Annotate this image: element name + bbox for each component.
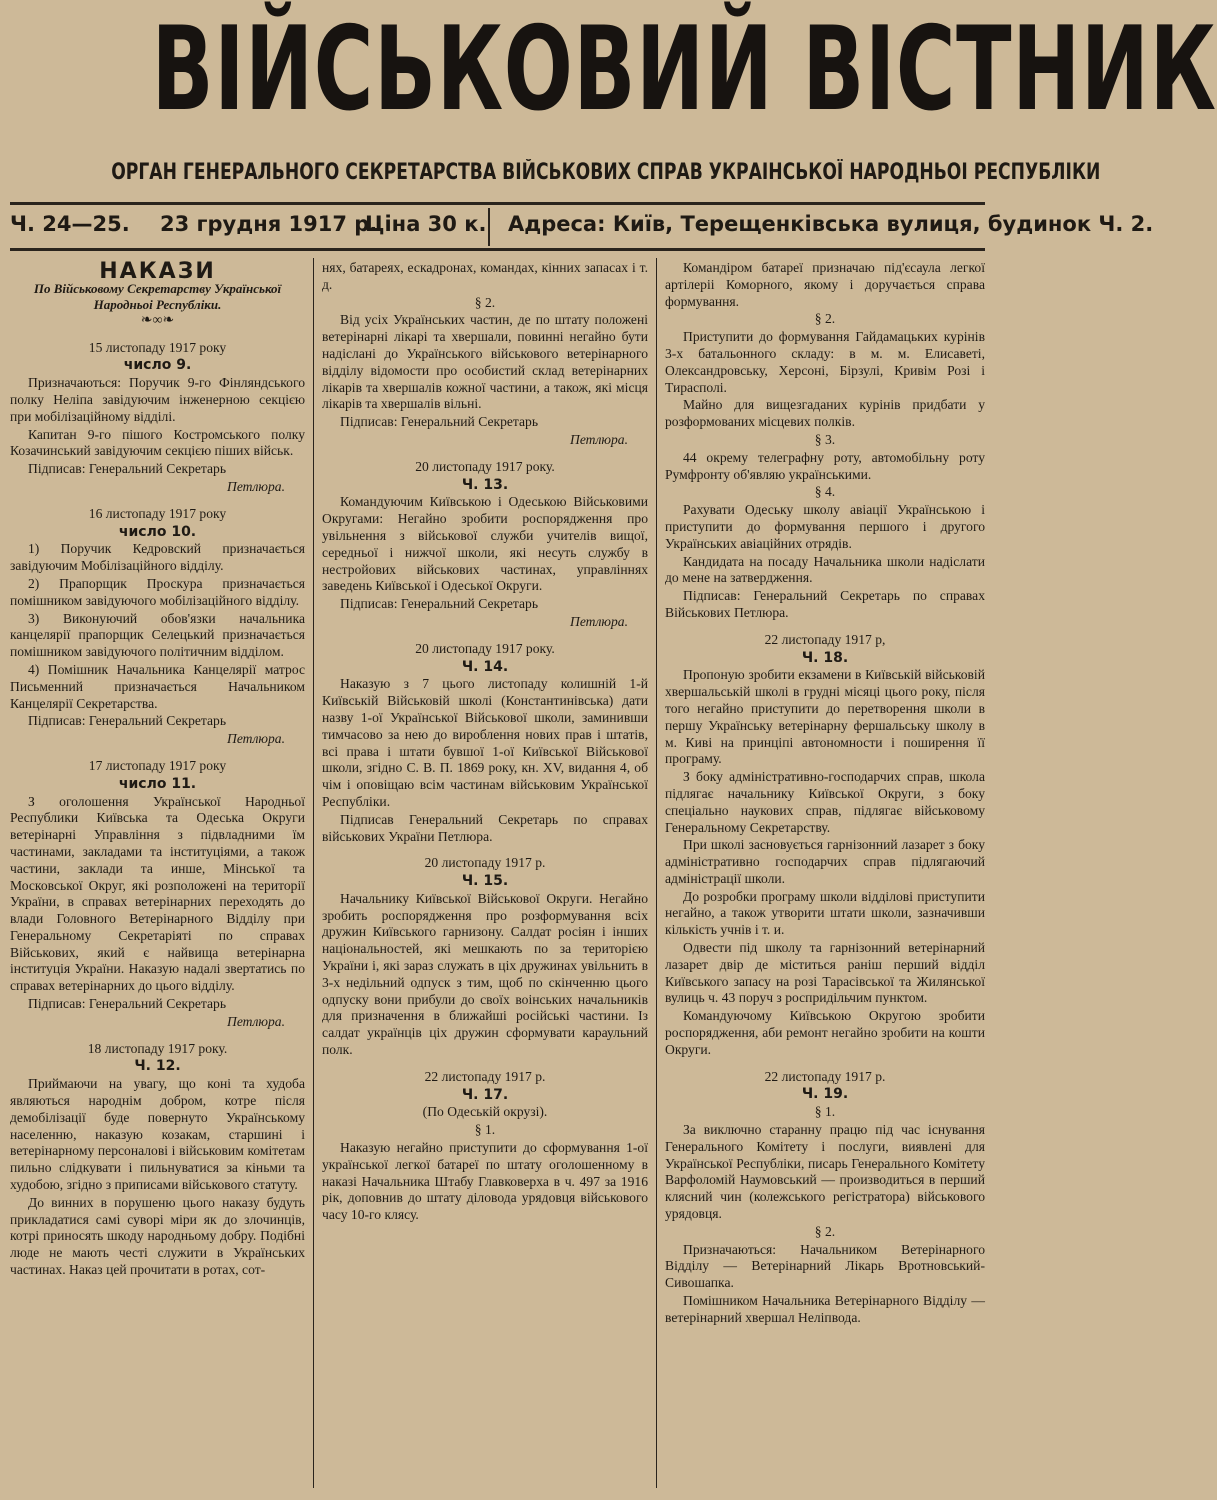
order-text: 4) Помішник Начальника Канцелярії матрос Письменний призначається Начальником Канцелярії Секретарства. xyxy=(10,661,305,711)
paragraph-mark: § 1. xyxy=(474,1122,496,1138)
signatory-name: Петлюра. xyxy=(227,731,285,747)
order-date: 20 листопаду 1917 р. xyxy=(424,855,546,871)
top-rule xyxy=(10,202,985,205)
order-number: Ч. 19. xyxy=(801,1086,849,1103)
order-text: 1) Поручик Кедровский призначається завідуючим Мобілізаційного відділу. xyxy=(10,541,305,574)
order-text: Приступити до формування Гайдамацьких курінів 3-х батальонного складу: в м. м. Елисаветі, Олександровську, Херсоні, Бірзулі, Кривім Розі і Тирасполі. xyxy=(665,329,985,395)
order-date: 22 листопаду 1917 р, xyxy=(764,631,886,647)
section-subheading: По Військовому Секретарству Української Народньоі Республіки. xyxy=(33,280,282,312)
paragraph-mark: § 2. xyxy=(474,294,496,310)
order-date: 17 листопаду 1917 року xyxy=(88,757,227,773)
paragraph-mark: § 2. xyxy=(814,1223,836,1239)
order-text: З боку адміністративно-господарчих справ, школа підлягає начальнику Київської Округи, з боку спеціально наукових справ, підлягає військовому Генеральному Секретарству. xyxy=(665,769,985,835)
section-heading: НАКАЗИ xyxy=(99,259,216,284)
order-date: 15 листопаду 1917 року xyxy=(88,339,227,355)
order-number: Ч. 18. xyxy=(801,649,849,666)
order-date: 16 листопаду 1917 року xyxy=(88,505,227,521)
signatory-name: Петлюра. xyxy=(570,613,628,629)
order-date: 22 листопаду 1917 р. xyxy=(764,1068,886,1084)
order-text: Командуючому Київською Округою зробити роспорядження, аби ремонт негайно зробити на кошти Округи. xyxy=(665,1008,985,1057)
order-date: 22 листопаду 1917 р. xyxy=(424,1068,546,1084)
order-text: 2) Прапорщик Проскура призначається помішником завідуючого мобілізаційного відділу. xyxy=(10,575,305,608)
column-divider-2 xyxy=(656,258,657,1488)
order-text: Наказую з 7 цього листопаду колишній 1-й Київській Військовій школі (Константинівська) дати назву 1-ої Української Військової школи, заминивши тимчасово за нею до вироблення нових прав і штатів, всі права і штати бувшої 1-ої Київської Військової школи, згідно С. В. П. 1869 року, кн. XV, видання 4, об чім і оповіщаю всім частинам військовим Української Республіки. xyxy=(322,676,648,809)
signatory-name: Петлюра. xyxy=(227,478,285,494)
order-signature: Підписав: Генеральний Секретарь xyxy=(28,461,227,477)
order-number: число 9. xyxy=(123,357,192,374)
order-text: Кандидата на посаду Начальника школи надіслати до мене на затвердження. xyxy=(665,553,985,586)
order-number: Ч. 12. xyxy=(134,1058,181,1075)
column-3 xyxy=(665,260,985,1490)
paragraph-mark: § 1. xyxy=(814,1104,836,1120)
order-text: Одвести під школу та гарнізонний ветерінарний лазарет двір де міститься раніш перший відділ Київського запасу на розі Тарасівської та Жилянської вулиць ч. 43 поруч з роспридільчим пунктом. xyxy=(665,940,985,1006)
order-text: Пропоную зробити екзамени в Київській військовій хвершальській школі в грудні місяці цього року, після того негайно приступити до перетворення школи в першу Українську ветерінарну фершальську школу в м. Киві на принціпі автономности і поширення її програму. xyxy=(665,667,985,767)
order-signature: Підписав: Генеральний Секретарь xyxy=(340,414,539,430)
order-text: Приймаючи на увагу, що коні та худоба являються народнім добром, котре після демобілізації буде повернуто Українському населенню, наказую козакам, старшині і ветерінарному персоналові і військовим комітетам пильно слідкувати і пильнуватися за кіньми та худобою, згідно з приписами військового статуту. xyxy=(10,1076,305,1193)
order-text: Від усіх Українських частин, де по штату положені ветерінарні лікарі та хвершали, повинні негайно бути надіслані до Українського військового ветерінарного відділу відомости про особистий склад ветерінарних лікарів та хвершалів кожної частини, а також, які місця лікарів та хвершалів вільні. xyxy=(322,312,648,412)
order-number: Ч. 15. xyxy=(461,873,509,890)
order-text: За виключно старанну працю під час існування Генерального Комітету і послуги, виявлені для Української Республіки, писарь Генерального Комітету Варфоломій Наумовський — производиться в перший клясний чин (колежського регістратора) військового урядовця. xyxy=(665,1122,985,1222)
masthead-title: ВІЙСЬКОВИЙ ВІСТНИК xyxy=(151,2,1217,137)
order-text: 3) Виконуючий обов'язки начальника канцелярії прапорщик Селецький призначається помішником завідуючого політичним відділом. xyxy=(10,610,305,660)
column-1 xyxy=(10,260,305,1490)
order-text: Начальнику Київської Військової Округи. Негайно зробить роспорядження про розформування всіх дружин Київського гарнизону. Салдат росіян і інших національностей, які мешкають по за територією України і, які зараз служать в ціх дружинах увільнить в 3-х недільний одпуск з тим, щоб по скінченню цього одпуску вони прибули до своїх воінських начальників для призначення в ближайші російські частини. Із салдат українців ціх дружин сформувати караульний полк. xyxy=(322,890,648,1058)
order-text: До винних в порушеню цього наказу будуть прикладатися самі суворі міри як до злочинців, котрі приносять шкоду народньому добру. Подібні люде не мають честі служити в Українських частинах. Наказ цей прочитати в ротах, сот- xyxy=(10,1194,305,1278)
order-number: Ч. 13. xyxy=(461,476,509,493)
column-divider-1 xyxy=(313,258,314,1488)
order-number: Ч. 17. xyxy=(461,1086,509,1103)
order-text: Призначаються: Начальником Ветерінарного Відділу — Ветерінарний Лікарь Вротновський-Сивошапка. xyxy=(665,1241,985,1291)
order-text: При школі засновується гарнізонний лазарет з боку адміністративно господарчих справ підлягаючий адміністрації школи. xyxy=(665,837,985,886)
order-date: 18 листопаду 1917 року. xyxy=(87,1040,228,1056)
order-text: Командуючим Київською і Одеською Військовими Округами: Негайно зробити роспорядження про увільнення з військової служби учителів вищої, середньої і нижчої школи, які несуть службу в нестройових військових частинах, управліннях заведень Київської і Одеської Округи. xyxy=(322,494,648,594)
order-signature: Підписав: Генеральний Секретарь xyxy=(28,996,227,1012)
order-text: Призначаються: Поручик 9-го Фінляндського полку Неліпа завідуючим інженерною секцією при мобілізаційному відділі. xyxy=(10,375,305,424)
paragraph-mark: § 4. xyxy=(814,484,836,500)
issue-number: Ч. 24—25. xyxy=(10,212,130,236)
order-text: Рахувати Одеську школу авіації Українською і приступити до формування першого і другого Українських авіаційних отрядів. xyxy=(665,502,985,551)
paragraph-mark: § 2. xyxy=(814,311,836,327)
order-text: До розробки програму школи відділові приступити негайно, а також утворити штати школи, зазначивши кількість учнів і т. и. xyxy=(665,888,985,938)
issue-price: Ціна 30 к. xyxy=(365,212,487,236)
issue-date: 23 грудня 1917 р. xyxy=(160,212,378,236)
order-date: 20 листопаду 1917 року. xyxy=(415,458,555,474)
order-text: Помішником Начальника Ветерінарного Відділу — ветерінарний хвершал Неліпвода. xyxy=(665,1293,985,1325)
signatory-name: Петлюра. xyxy=(227,1013,285,1029)
order-number: число 11. xyxy=(118,775,197,792)
order-text: Капитан 9-го пішого Костромського полку Козачинський завідуючим секцією піших військ. xyxy=(10,426,305,459)
order-number: Ч. 14. xyxy=(461,658,509,675)
column-2 xyxy=(322,260,648,1490)
ornament-divider: ❧∞❧ xyxy=(140,312,175,328)
order-text: Командіром батареї призначаю під'єсаула легкої артілеріі Коморного, якому і доручається справа формування. xyxy=(665,260,985,309)
info-divider xyxy=(488,208,490,246)
issue-info-bar xyxy=(10,208,1154,246)
order-signature: Підписав: Генеральний Секретарь xyxy=(28,713,227,729)
order-number: число 10. xyxy=(118,523,197,540)
order-text: Майно для вищезгаданих курінів придбати у розформованих місцевих полків. xyxy=(665,397,985,430)
editorial-address: Адреса: Київ, Терещенківська вулиця, будинок Ч. 2. xyxy=(508,212,1154,236)
signatory-name: Петлюра. xyxy=(570,431,628,447)
order-signature: Підписав: Генеральний Секретарь по справах Військових Петлюра. xyxy=(665,588,985,620)
masthead-subtitle: ОРГАН ГЕНЕРАЛЬНОГО СЕКРЕТАРСТВА ВІЙСЬКОВИХ СПРАВ УКРАІНСЬКОЇ НАРОДНЬОІ РЕСПУБЛІКИ xyxy=(111,160,1101,185)
order-text: 44 окрему телеграфну роту, автомобільну роту Румфронту об'являю українськими. xyxy=(665,449,985,482)
order-date: 20 листопаду 1917 року. xyxy=(415,640,555,656)
paragraph-mark: § 3. xyxy=(814,431,836,447)
order-text: нях, батареях, ескадронах, командах, кінних запасах і т. д. xyxy=(322,260,648,292)
order-note: (По Одеській окрузі). xyxy=(422,1104,548,1120)
order-text: Наказую негайно приступити до сформування 1-ої української легкої батареї по штату оголошенному в наказі Начальника Штабу Главковерха в ч. 497 за 1916 рік, доповнив до штату діловода урядовця військового часу 10-го клясу. xyxy=(322,1140,648,1223)
order-signature: Підписав Генеральний Секретарь по справах військових України Петлюра. xyxy=(322,811,648,844)
order-text: З оголошення Української Народньої Республики Київська та Одеська Округи ветерінарні Управління з підвладними їм частинами, закладами та інституціями, а також частини, заклади та инше, Мінської та Московської Округ, які розположені на території України, в справах ветерінарних переходять до влади Головного Ветерінарного Відділу при Генеральному Секретаріяті по справах Військових, який є найвища ветерінарна інституція України. Наказую надалі звертатись по справах ветерінарних до цього відділу. xyxy=(10,793,305,994)
bottom-rule xyxy=(10,248,985,251)
order-signature: Підписав: Генеральний Секретарь xyxy=(340,596,539,612)
